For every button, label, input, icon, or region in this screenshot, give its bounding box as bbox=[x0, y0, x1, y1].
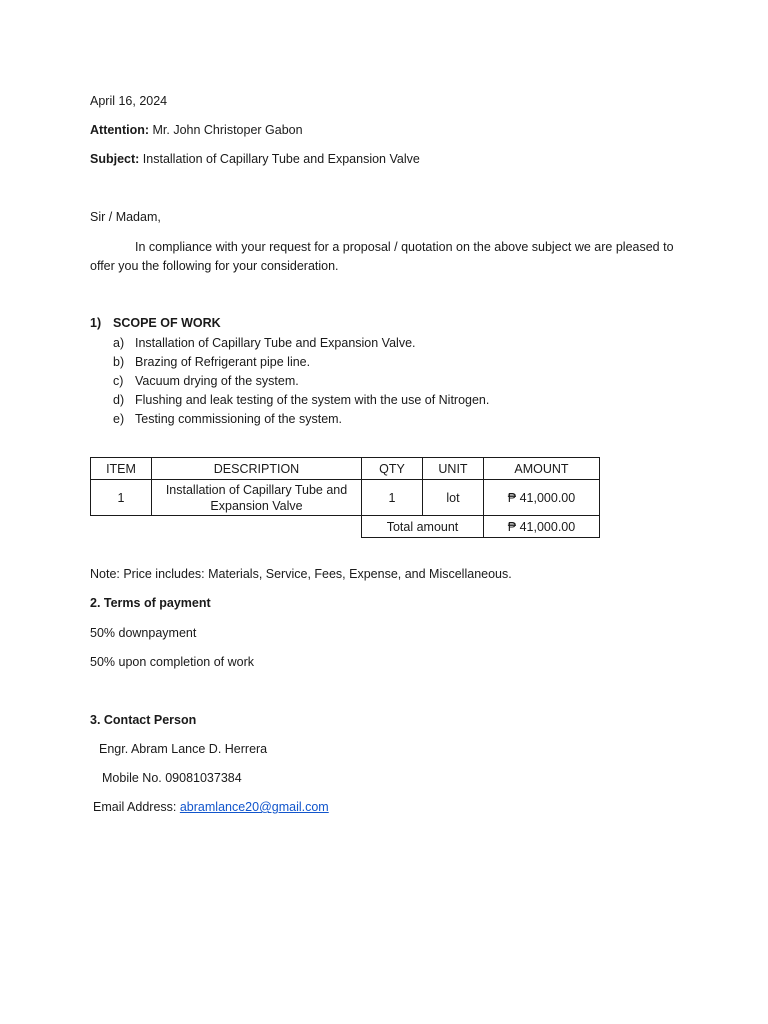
cell-item: 1 bbox=[91, 480, 152, 516]
attention-label: Attention: bbox=[90, 123, 150, 137]
price-note: Note: Price includes: Materials, Service, Fees, Expense, and Miscellaneous. bbox=[90, 567, 512, 581]
total-label: Total amount bbox=[362, 516, 484, 538]
cell-description: Installation of Capillary Tube and Expansion Valve bbox=[152, 480, 362, 516]
subject-line bbox=[90, 152, 420, 166]
scope-list bbox=[113, 334, 489, 429]
scope-title: SCOPE OF WORK bbox=[113, 316, 221, 330]
total-value: ₱ 41,000.00 bbox=[484, 516, 600, 538]
quotation-table bbox=[90, 457, 600, 538]
email-link[interactable]: abramlance20@gmail.com bbox=[179, 800, 329, 814]
list-text: Brazing of Refrigerant pipe line. bbox=[135, 355, 311, 369]
letter-date: April 16, 2024 bbox=[90, 94, 168, 108]
list-item bbox=[113, 353, 489, 372]
list-marker: a) bbox=[113, 336, 125, 350]
list-item bbox=[113, 334, 489, 353]
list-text: Installation of Capillary Tube and Expansion Valve. bbox=[135, 336, 416, 350]
list-marker: c) bbox=[113, 374, 124, 388]
subject-value: Installation of Capillary Tube and Expansion Valve bbox=[142, 152, 420, 166]
list-text: Vacuum drying of the system. bbox=[135, 374, 299, 388]
table-row bbox=[91, 480, 600, 516]
contact-heading: 3. Contact Person bbox=[90, 713, 197, 727]
scope-heading bbox=[90, 316, 221, 330]
list-marker: e) bbox=[113, 412, 125, 426]
cell-unit: lot bbox=[423, 480, 484, 516]
attention-line bbox=[90, 123, 303, 137]
header-description: DESCRIPTION bbox=[152, 458, 362, 480]
subject-label: Subject: bbox=[90, 152, 140, 166]
list-item bbox=[113, 410, 489, 429]
terms-line: 50% upon completion of work bbox=[90, 655, 254, 669]
terms-heading: 2. Terms of payment bbox=[90, 596, 211, 610]
email-label: Email Address: bbox=[93, 800, 177, 814]
intro-paragraph: In compliance with your request for a proposal / quotation on the above subject we are pleased to offer you the following for your consideration. bbox=[90, 240, 674, 273]
total-row bbox=[91, 516, 600, 538]
list-marker: d) bbox=[113, 393, 125, 407]
terms-line: 50% downpayment bbox=[90, 626, 197, 640]
list-item bbox=[113, 372, 489, 391]
contact-name: Engr. Abram Lance D. Herrera bbox=[99, 742, 268, 756]
attention-value: Mr. John Christoper Gabon bbox=[152, 123, 303, 137]
cell-amount: ₱ 41,000.00 bbox=[484, 480, 600, 516]
header-amount: AMOUNT bbox=[484, 458, 600, 480]
salutation: Sir / Madam, bbox=[90, 210, 161, 224]
cell-qty: 1 bbox=[362, 480, 423, 516]
list-text: Testing commissioning of the system. bbox=[135, 412, 343, 426]
contact-mobile: Mobile No. 09081037384 bbox=[102, 771, 242, 785]
list-item bbox=[113, 391, 489, 410]
list-marker: b) bbox=[113, 355, 125, 369]
header-item: ITEM bbox=[91, 458, 152, 480]
header-qty: QTY bbox=[362, 458, 423, 480]
list-text: Flushing and leak testing of the system with the use of Nitrogen. bbox=[135, 393, 490, 407]
contact-email-line bbox=[93, 800, 329, 814]
header-unit: UNIT bbox=[423, 458, 484, 480]
scope-number: 1) bbox=[90, 316, 102, 330]
table-header-row bbox=[91, 458, 600, 480]
